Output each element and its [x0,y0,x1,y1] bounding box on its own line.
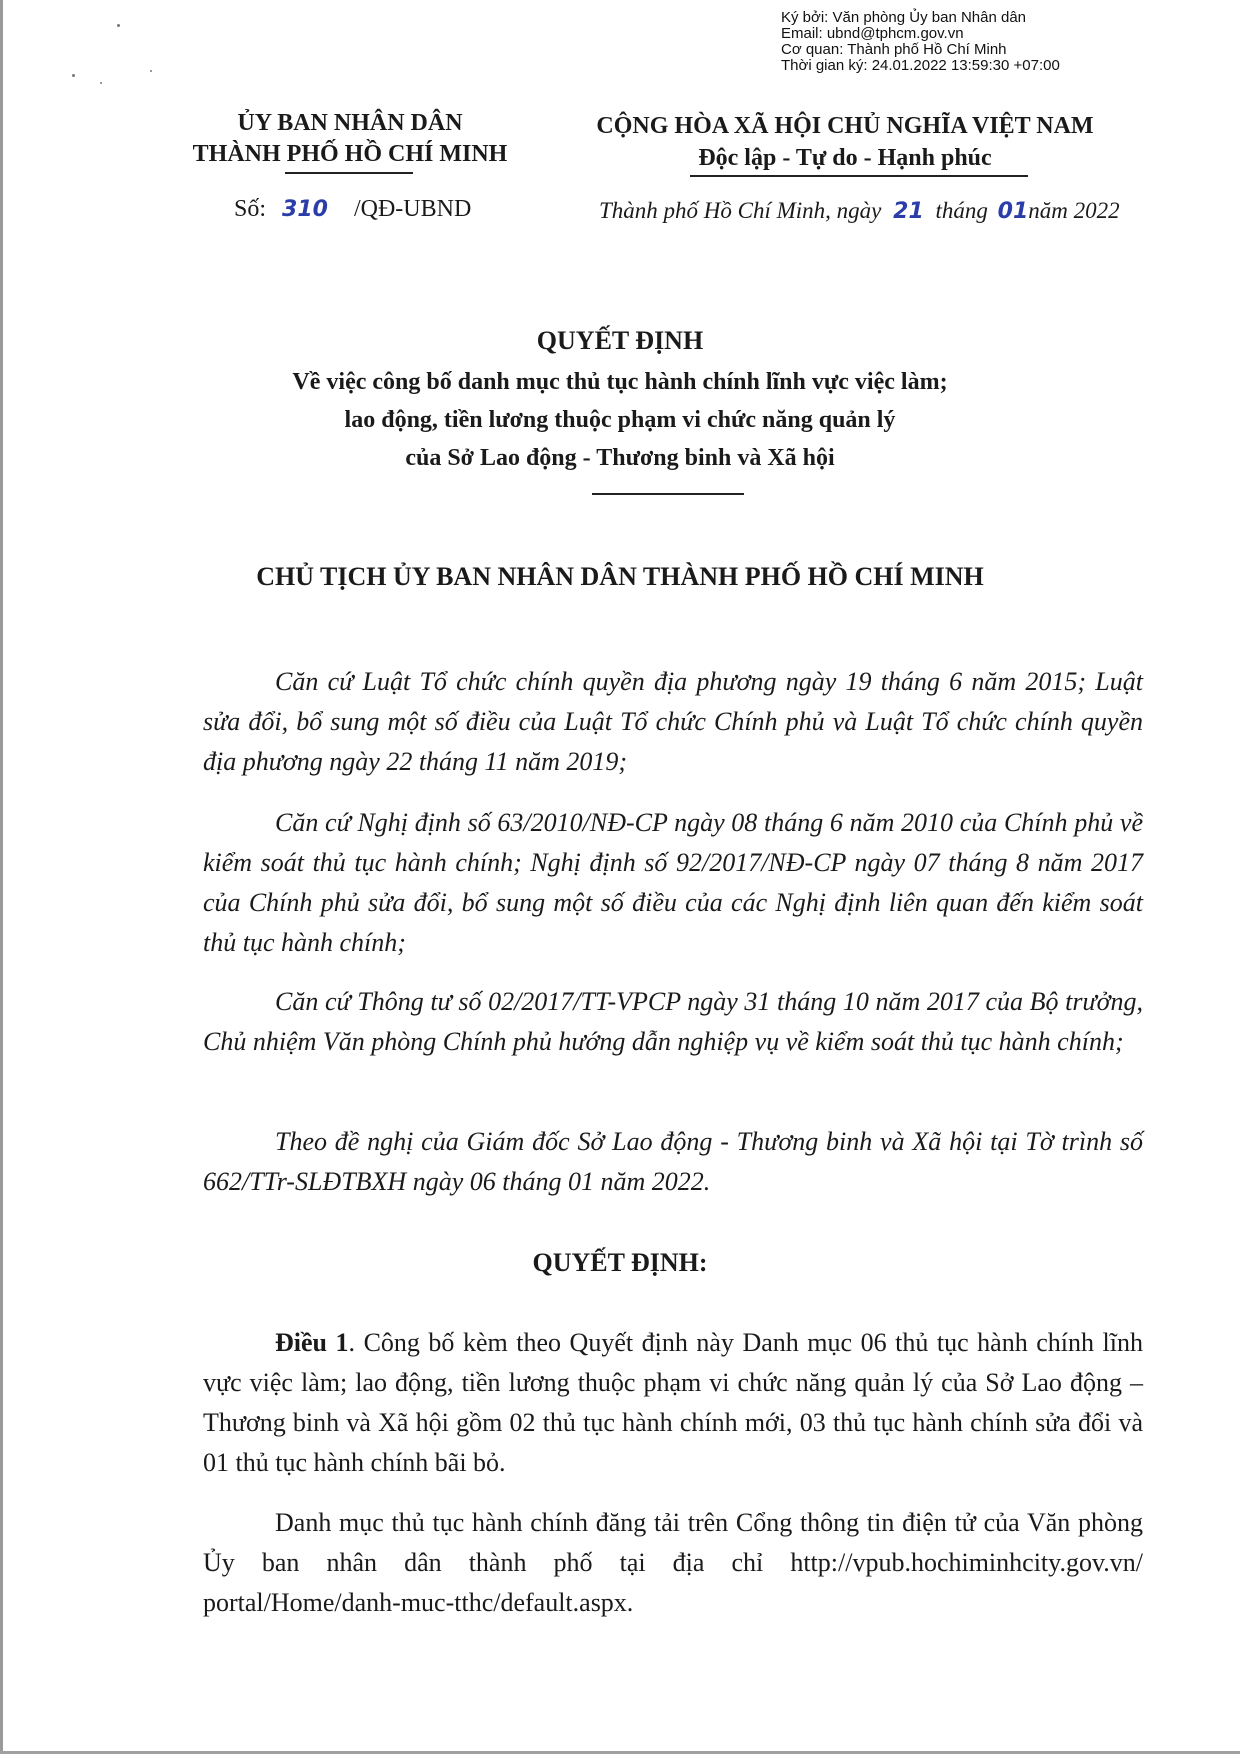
agency-underline [285,172,413,174]
subject-line-1: Về việc công bố danh mục thủ tục hành chính lĩnh vực việc làm; [292,369,948,395]
title-underline [592,493,744,495]
preamble-paragraph: Theo đề nghị của Giám đốc Sở Lao động - Thương binh và Xã hội tại Tờ trình số 662/TTr-SLĐTBXH ngày 06 tháng 01 năm 2022. [203,1127,1143,1196]
article-1-text: . Công bố kèm theo Quyết định này Danh mục 06 thủ tục hành chính lĩnh vực việc làm; lao động, tiền lương thuộc phạm vi chức năng quản lý của Sở Lao động – Thương binh và Xã hội gồm 02 thủ tục hành chính mới, 03 thủ tục hành chính sửa đổi và 01 thủ tục hành chính bãi bỏ. [203,1328,1143,1477]
preamble-paragraph: Căn cứ Nghị định số 63/2010/NĐ-CP ngày 08 tháng 6 năm 2010 của Chính phủ về kiểm soát thủ tục hành chính; Nghị định số 92/2017/NĐ-CP ngày 07 tháng 8 năm 2017 của Chính phủ sửa đổi, bổ sung một số điều của các Nghị định liên quan đến kiểm soát thủ tục hành chính; [203,808,1143,957]
national-motto [560,110,1130,174]
scan-speck [117,24,120,27]
motto-underline [690,175,1028,177]
doc-no-handwritten: 310 [282,197,328,222]
issuing-agency [170,108,530,170]
preamble-paragraph: Căn cứ Luật Tổ chức chính quyền địa phương ngày 19 tháng 6 năm 2015; Luật sửa đổi, bổ sung một số điều của Luật Tổ chức Chính phủ và Luật Tổ chức chính quyền địa phương ngày 22 tháng 11 năm 2019; [203,667,1143,776]
agency-line-2: THÀNH PHỐ HỒ CHÍ MINH [192,141,508,167]
nation-line-1: CỘNG HÒA XÃ HỘI CHỦ NGHĨA VIỆT NAM [596,113,1094,139]
agency-line-1: ỦY BAN NHÂN DÂN [237,110,463,136]
scan-speck [100,82,102,84]
date-month-handwritten: 01 [997,199,1029,224]
article-1-paragraph-2: Danh mục thủ tục hành chính đăng tải trên Cổng thông tin điện tử của Văn phòng Ủy ban nhân dân thành phố tại địa chỉ http://vpub.hochiminhcity.gov.vn/ portal/Home/danh-muc-tthc/default.aspx. [203,1508,1143,1617]
document-title: QUYẾT ĐỊNH [536,326,704,355]
date-year: năm 2022 [1028,198,1120,223]
article-1 [203,1323,1143,1483]
scan-speck [150,70,152,72]
document-subject [0,363,1240,477]
doc-no-suffix: /QĐ-UBND [353,196,472,222]
decision-heading: QUYẾT ĐỊNH: [532,1248,708,1277]
date-line [599,198,1120,224]
doc-no-prefix: Số: [234,196,267,222]
date-prefix: Thành phố Hồ Chí Minh, ngày [599,198,882,223]
article-1-label: Điều 1 [275,1328,349,1357]
issuing-authority: CHỦ TỊCH ỦY BAN NHÂN DÂN THÀNH PHỐ HỒ CHÍ MINH [256,562,984,591]
signature-email: Email: ubnd@tphcm.gov.vn [781,25,964,42]
scan-speck [72,74,75,77]
signature-time: Thời gian ký: 24.01.2022 13:59:30 +07:00 [781,57,1060,74]
signature-agency: Cơ quan: Thành phố Hồ Chí Minh [781,41,1007,58]
digital-signature-block [781,10,1060,74]
subject-line-2: lao động, tiền lương thuộc phạm vi chức năng quản lý [344,407,896,433]
subject-line-3: của Sở Lao động - Thương binh và Xã hội [405,445,835,471]
date-month-label: tháng [935,198,988,223]
date-day-handwritten: 21 [893,199,924,224]
preamble-paragraph: Căn cứ Thông tư số 02/2017/TT-VPCP ngày 31 tháng 10 năm 2017 của Bộ trưởng, Chủ nhiệm Văn phòng Chính phủ hướng dẫn nghiệp vụ về kiểm soát thủ tục hành chính; [203,987,1143,1056]
nation-line-2: Độc lập - Tự do - Hạnh phúc [698,145,992,171]
signature-signed-by: Ký bởi: Văn phòng Ủy ban Nhân dân [781,9,1027,26]
scan-left-edge [0,0,3,1754]
document-number [234,196,471,223]
